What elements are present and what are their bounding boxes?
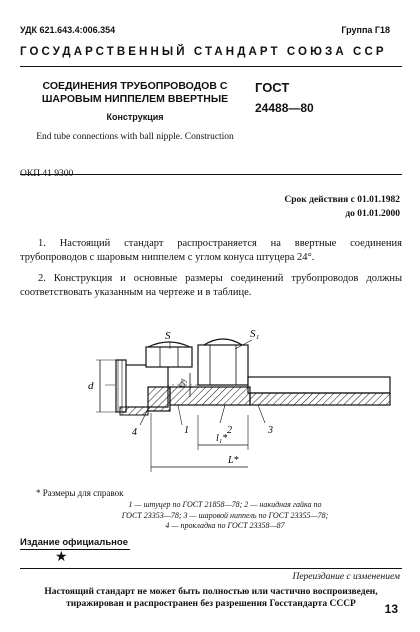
validity-start: Срок действия с 01.01.1982 — [284, 195, 400, 205]
legend — [75, 500, 375, 532]
label-1: 1 — [184, 425, 189, 436]
bottom-rule — [20, 568, 402, 569]
label-3: 3 — [268, 425, 273, 436]
group-code: Группа Г18 — [341, 25, 390, 35]
header-rule — [20, 66, 402, 67]
legend-line-2: ГОСТ 23353—78; 3 — шаровой ниппель по ГОСТ 23355—78; — [121, 510, 329, 520]
label-l: L* — [228, 455, 239, 466]
legend-line-3: 4 — прокладка по ГОСТ 23358—87 — [165, 521, 285, 530]
page-number: 13 — [384, 602, 398, 616]
document-subtitle: Конструкция — [106, 112, 164, 122]
label-s: S — [165, 330, 171, 342]
label-2: 2 — [227, 425, 232, 436]
paragraph-1: 1. Настоящий стандарт распространяется на ввертные соединения трубопроводов с шаровым ниппелем с углом конуса штуцера 24°. — [20, 238, 402, 263]
gost-label: ГОСТ — [255, 80, 290, 95]
gost-number: 24488—80 — [255, 101, 314, 115]
title-rule — [20, 174, 402, 175]
edition-label: Издание официальное — [20, 537, 128, 548]
okp-code: ОКП 41 9300 — [20, 169, 74, 179]
document-title: СОЕДИНЕНИЯ ТРУБОПРОВОДОВ С ШАРОВЫМ НИППЕЛЕМ ВВЕРТНЫЕ — [41, 80, 229, 105]
udk-code: УДК 621.643.4:006.354 — [20, 25, 116, 35]
edition-rule — [20, 549, 130, 550]
english-title: End tube connections with ball nipple. Construction — [36, 132, 234, 142]
validity-end: до 01.01.2000 — [345, 209, 400, 219]
paragraph-2: 2. Конструкция и основные размеры соединений трубопроводов должны соответствовать указанным на чертеже и в таблице. — [20, 273, 402, 298]
copyright-notice: Настоящий стандарт не может быть полностью или частично воспроизведен, тиражирован и распространен без разрешения Госстандарта СССР — [44, 587, 378, 609]
footnote: * Размеры для справок — [36, 488, 124, 498]
republication-note: Переиздание с изменением — [292, 572, 400, 582]
label-l1: l₁* — [216, 433, 228, 444]
gost-block — [255, 80, 365, 115]
label-d: d — [88, 380, 94, 392]
label-4: 4 — [132, 427, 137, 438]
connection-drawing — [20, 325, 400, 485]
legend-line-1: 1 — штуцер по ГОСТ 21858—78; 2 — накидная гайка по — [128, 500, 322, 509]
state-standard-heading: ГОСУДАРСТВЕННЫЙ СТАНДАРТ СОЮЗА ССР — [20, 46, 387, 58]
label-s1: S₁ — [250, 328, 260, 340]
label-dy: Dy — [178, 378, 187, 388]
star-icon: ★ — [55, 550, 68, 565]
